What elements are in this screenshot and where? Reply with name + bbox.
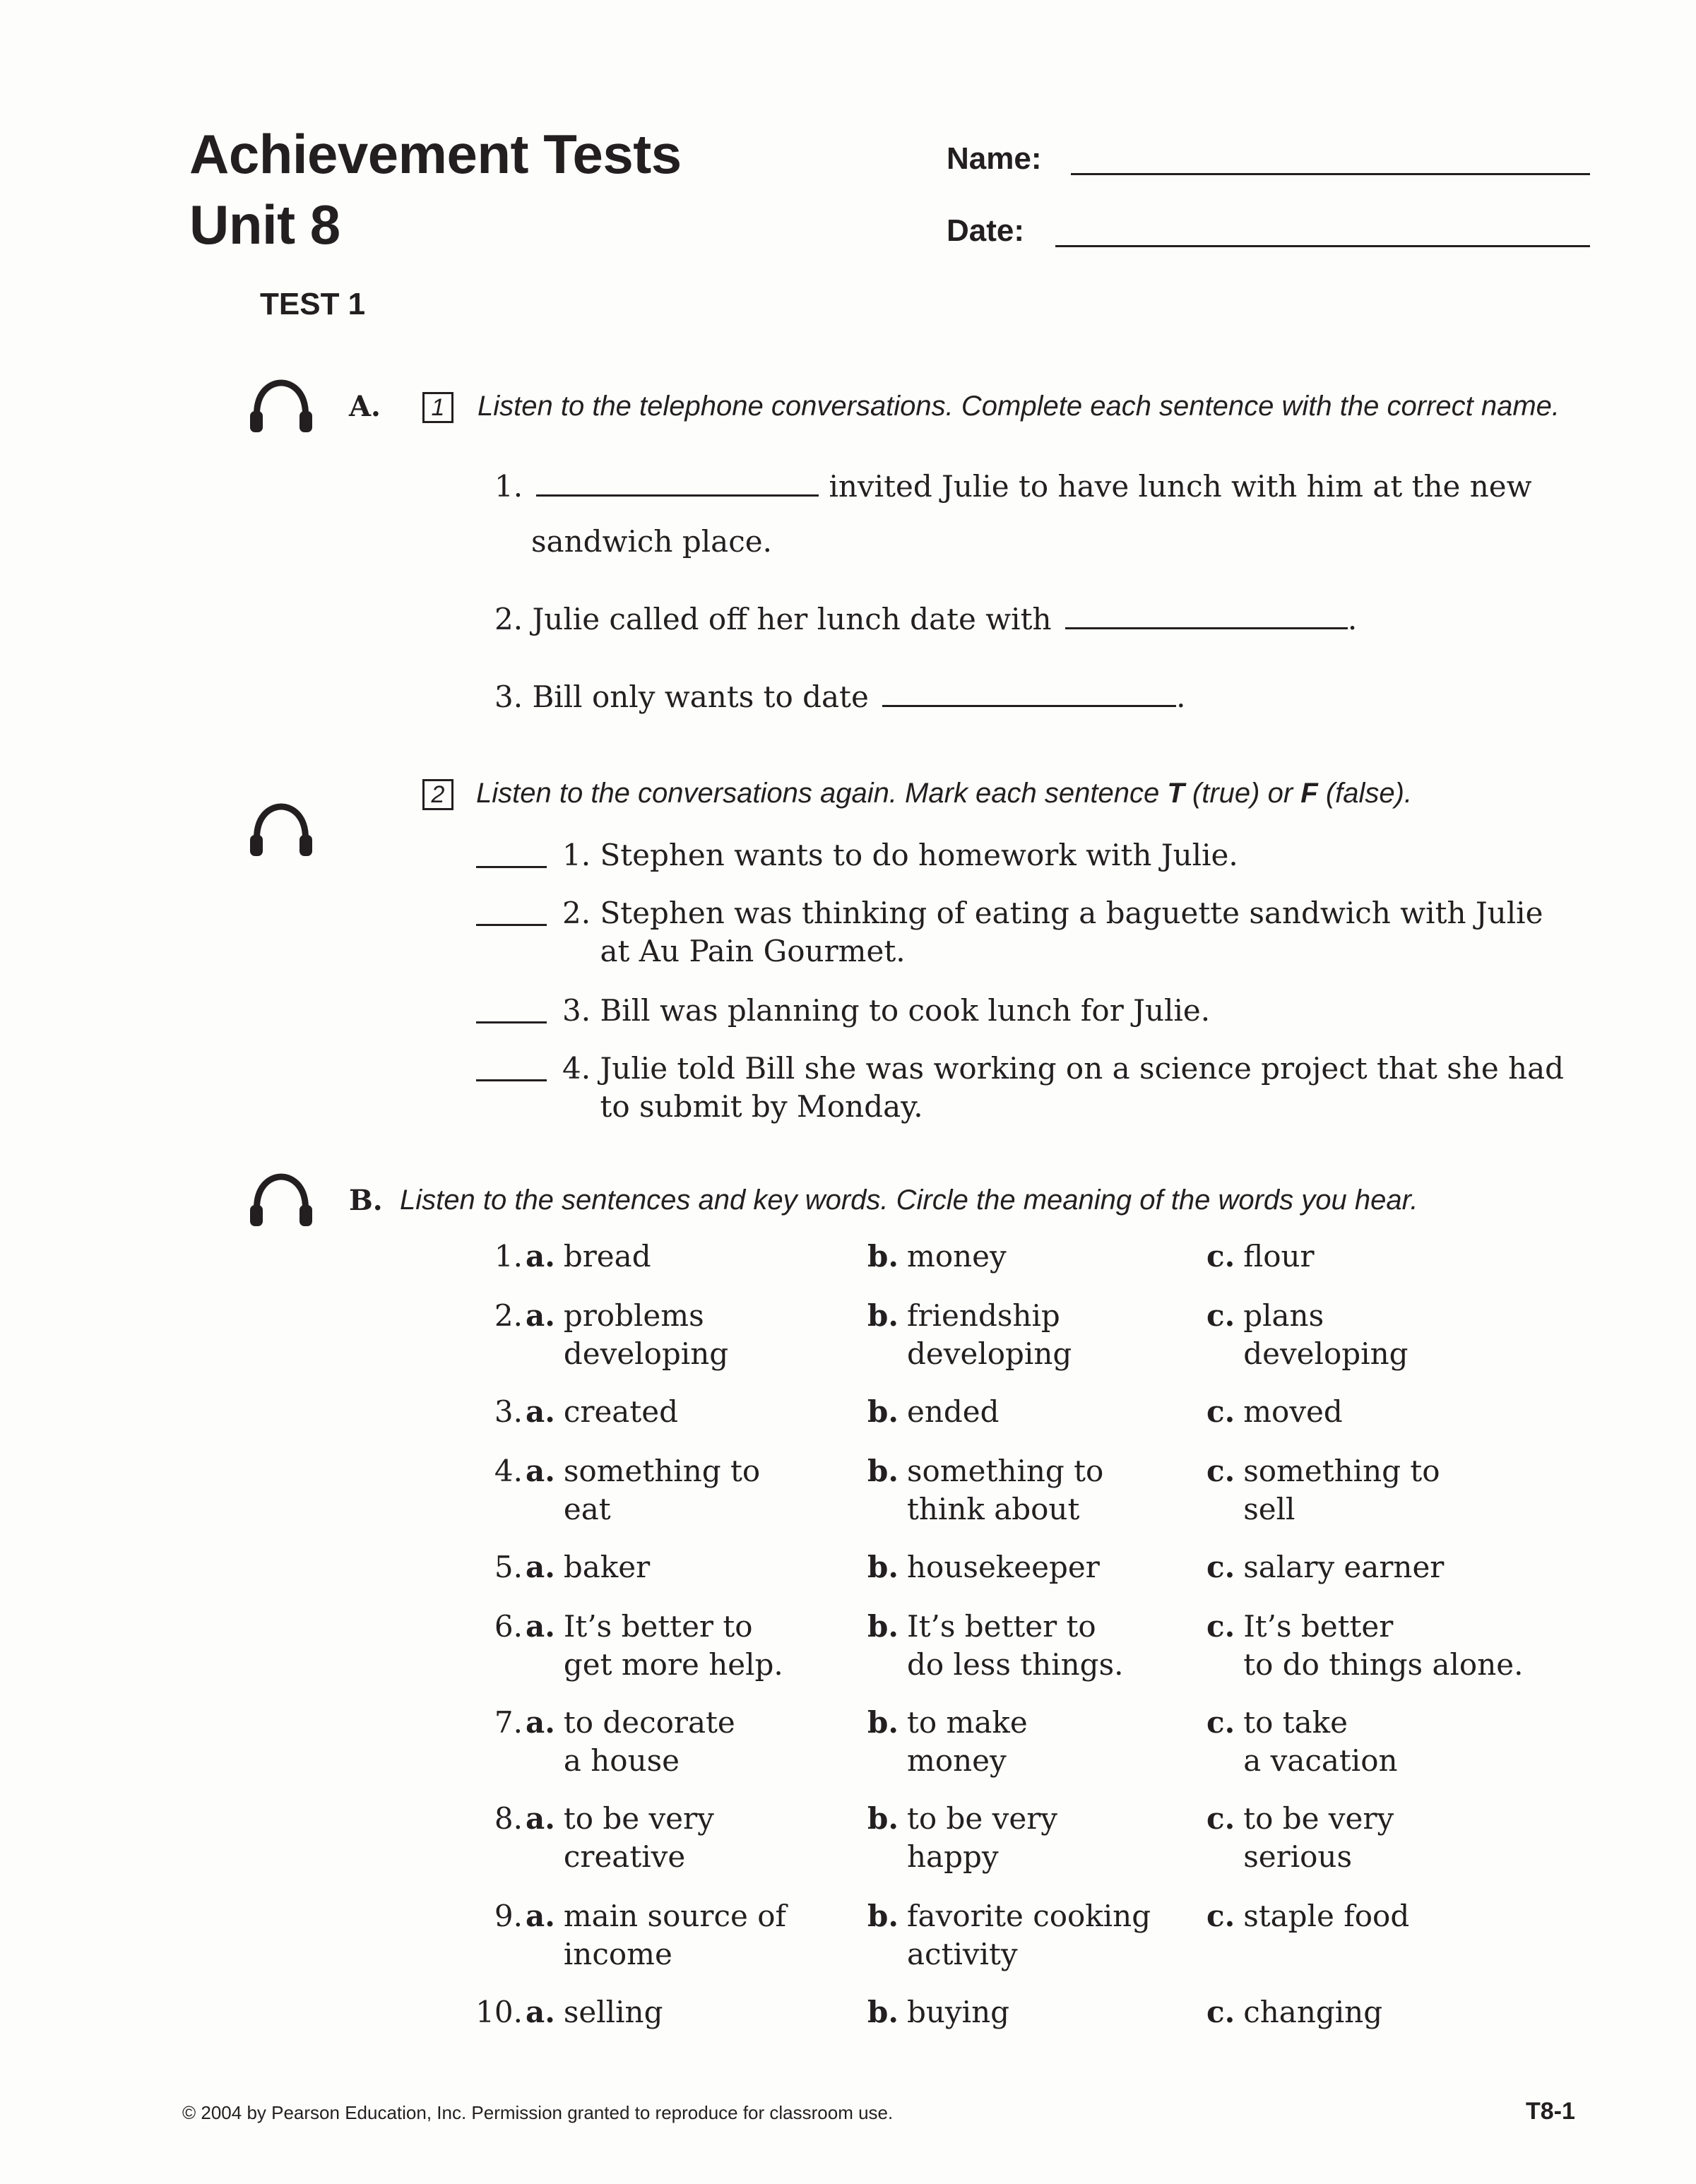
option-a[interactable] xyxy=(526,1548,650,1586)
tf-item-2 xyxy=(562,894,1579,971)
option-text-line: created xyxy=(563,1394,678,1429)
question-number: 7. xyxy=(494,1705,523,1740)
headphones-icon xyxy=(249,802,314,859)
answer-blank[interactable] xyxy=(1065,620,1348,629)
option-text xyxy=(1243,1704,1397,1780)
item-text: Stephen wants to do homework with Julie. xyxy=(600,838,1238,872)
option-c[interactable] xyxy=(1206,1993,1382,2031)
option-letter: c. xyxy=(1206,1899,1235,1933)
date-field[interactable] xyxy=(1055,245,1590,247)
option-letter: c. xyxy=(1206,1609,1235,1644)
part-2-box: 2 xyxy=(422,779,453,810)
option-c[interactable] xyxy=(1206,1452,1440,1529)
option-text-line: It’s better to xyxy=(563,1609,753,1644)
item-number: 4. xyxy=(562,1051,591,1086)
option-b[interactable] xyxy=(867,1452,1103,1529)
tf-answer-blank[interactable] xyxy=(476,924,547,926)
option-b[interactable] xyxy=(867,1897,1151,1974)
option-letter: a. xyxy=(526,1705,555,1740)
part-1-instruction: Listen to the telephone conversations. Complete each sentence with the correct name. xyxy=(478,391,1560,422)
option-text-line: happy xyxy=(907,1839,999,1874)
option-text-line: to be very xyxy=(907,1801,1057,1836)
item-text: Stephen was thinking of eating a baguette sandwich with Julie at Au Pain Gourmet. xyxy=(600,896,1543,968)
item-text: Bill only wants to date xyxy=(532,679,869,714)
item-text: Bill was planning to cook lunch for Julie. xyxy=(600,993,1211,1028)
option-text xyxy=(907,1297,1072,1373)
option-text xyxy=(1243,1297,1408,1373)
option-text xyxy=(1243,1548,1444,1586)
option-text xyxy=(564,1238,651,1276)
option-text xyxy=(907,1548,1100,1586)
section-b-instruction: Listen to the sentences and key words. Circle the meaning of the words you hear. xyxy=(400,1185,1418,1216)
option-text xyxy=(907,1993,1009,2031)
question-number: 4. xyxy=(494,1454,523,1488)
option-text-line: moved xyxy=(1243,1394,1343,1429)
option-letter: b. xyxy=(867,1801,899,1836)
option-text-line: baker xyxy=(563,1550,651,1584)
test-label: TEST 1 xyxy=(260,287,366,321)
question-number: 2. xyxy=(494,1298,523,1333)
option-text-line: a house xyxy=(563,1743,680,1778)
option-text-line: something to xyxy=(1243,1454,1440,1488)
option-b[interactable] xyxy=(867,1238,1007,1276)
option-text-line: get more help. xyxy=(563,1647,783,1682)
option-text xyxy=(564,1297,728,1373)
option-letter: c. xyxy=(1206,1995,1235,2029)
item-number: 2. xyxy=(562,896,591,930)
option-letter: b. xyxy=(867,1239,899,1274)
option-text xyxy=(907,1238,1007,1276)
fill-item-1 xyxy=(494,468,1532,506)
option-letter: b. xyxy=(867,1899,899,1933)
option-b[interactable] xyxy=(867,1608,1123,1684)
option-letter: c. xyxy=(1206,1454,1235,1488)
item-text: invited Julie to have lunch with him at the new xyxy=(829,469,1532,504)
option-a[interactable] xyxy=(526,1897,786,1974)
tf-answer-blank[interactable] xyxy=(476,866,547,868)
item-number: 1. xyxy=(494,469,523,504)
option-c[interactable] xyxy=(1206,1897,1409,1935)
option-text-line: income xyxy=(563,1937,672,1971)
option-letter: a. xyxy=(526,1298,555,1333)
item-number: 2. xyxy=(494,602,523,636)
tf-item-1 xyxy=(562,836,1238,874)
option-letter: c. xyxy=(1206,1705,1235,1740)
option-text-line: a vacation xyxy=(1243,1743,1398,1778)
option-a[interactable] xyxy=(526,1704,735,1780)
question-number: 10. xyxy=(475,1995,523,2029)
page-number: T8-1 xyxy=(1526,2098,1575,2125)
part-2-instruction xyxy=(476,778,1412,809)
item-text: Julie called off her lunch date with xyxy=(532,602,1052,636)
option-text-line: do less things. xyxy=(907,1647,1124,1682)
option-text xyxy=(1243,1800,1394,1876)
option-c[interactable] xyxy=(1206,1548,1444,1586)
option-text-line: developing xyxy=(907,1336,1072,1371)
option-text-line: to make xyxy=(907,1705,1028,1740)
question-number: 1. xyxy=(494,1239,523,1274)
option-letter: a. xyxy=(526,1899,555,1933)
option-letter: b. xyxy=(867,1550,899,1584)
name-field[interactable] xyxy=(1071,173,1590,175)
option-text xyxy=(907,1704,1028,1780)
option-text-line: to decorate xyxy=(563,1705,735,1740)
option-a[interactable] xyxy=(526,1238,651,1276)
option-text xyxy=(1243,1608,1523,1684)
option-a[interactable] xyxy=(526,1452,760,1529)
option-c[interactable] xyxy=(1206,1393,1343,1431)
option-c[interactable] xyxy=(1206,1704,1398,1780)
option-a[interactable] xyxy=(526,1993,663,2031)
item-number: 1. xyxy=(562,838,591,872)
option-text-line: flour xyxy=(1243,1239,1315,1274)
answer-blank[interactable] xyxy=(536,487,819,497)
option-a[interactable] xyxy=(526,1608,783,1684)
option-letter: b. xyxy=(867,1298,899,1333)
option-letter: b. xyxy=(867,1705,899,1740)
option-text-line: It’s better xyxy=(1243,1609,1394,1644)
option-text xyxy=(1243,1897,1409,1935)
option-text-line: to take xyxy=(1243,1705,1348,1740)
option-text-line: to be very xyxy=(1243,1801,1394,1836)
option-text-line: money xyxy=(907,1743,1007,1778)
option-text xyxy=(564,1800,714,1876)
option-b[interactable] xyxy=(867,1704,1028,1780)
option-letter: a. xyxy=(526,1239,555,1274)
option-text xyxy=(907,1897,1151,1974)
option-text-line: friendship xyxy=(907,1298,1060,1333)
answer-blank[interactable] xyxy=(882,698,1176,707)
option-c[interactable] xyxy=(1206,1800,1394,1876)
name-label: Name: xyxy=(947,141,1042,176)
option-text xyxy=(564,1897,786,1974)
question-number: 6. xyxy=(494,1609,523,1644)
fill-item-2 xyxy=(494,600,1357,639)
title-line-1: Achievement Tests xyxy=(189,123,682,185)
option-text-line: selling xyxy=(563,1995,663,2029)
tf-answer-blank[interactable] xyxy=(476,1079,547,1081)
option-text xyxy=(907,1608,1123,1684)
option-text-line: something to xyxy=(907,1454,1104,1488)
option-text-line: developing xyxy=(1243,1336,1409,1371)
option-text-line: think about xyxy=(907,1492,1080,1526)
title-line-2: Unit 8 xyxy=(189,194,340,256)
option-text-line: to do things alone. xyxy=(1243,1647,1524,1682)
option-text-line: It’s better to xyxy=(907,1609,1096,1644)
item-end: . xyxy=(1347,602,1358,636)
option-b[interactable] xyxy=(867,1297,1072,1373)
option-text-line: housekeeper xyxy=(907,1550,1100,1584)
option-c[interactable] xyxy=(1206,1297,1409,1373)
option-letter: b. xyxy=(867,1394,899,1429)
option-text xyxy=(1243,1393,1343,1431)
fill-item-3 xyxy=(494,678,1186,716)
item-end: . xyxy=(1176,679,1186,714)
option-letter: c. xyxy=(1206,1550,1235,1584)
copyright-notice: © 2004 by Pearson Education, Inc. Permission granted to reproduce for classroom use. xyxy=(182,2102,894,2123)
option-text-line: developing xyxy=(563,1336,729,1371)
instruction-text: (true) or xyxy=(1184,778,1301,809)
option-text-line: favorite cooking xyxy=(907,1899,1151,1933)
option-text-line: sell xyxy=(1243,1492,1295,1526)
false-marker: F xyxy=(1300,778,1318,809)
option-text-line: to be very xyxy=(563,1801,714,1836)
option-text-line: something to xyxy=(563,1454,761,1488)
item-number: 3. xyxy=(562,993,591,1028)
page-title xyxy=(189,119,682,260)
tf-item-3 xyxy=(562,992,1210,1030)
option-letter: b. xyxy=(867,1995,899,2029)
option-text xyxy=(564,1993,663,2031)
option-text xyxy=(907,1452,1103,1529)
option-letter: b. xyxy=(867,1454,899,1488)
option-text xyxy=(1243,1993,1382,2031)
option-text-line: activity xyxy=(907,1937,1018,1971)
option-text-line: serious xyxy=(1243,1839,1353,1874)
item-number: 3. xyxy=(494,679,523,714)
option-b[interactable] xyxy=(867,1993,1009,2031)
option-text xyxy=(564,1548,650,1586)
option-c[interactable] xyxy=(1206,1238,1315,1276)
date-label: Date: xyxy=(947,213,1025,248)
question-number: 5. xyxy=(494,1550,523,1584)
section-a-letter: A. xyxy=(349,390,381,423)
option-text xyxy=(907,1800,1057,1876)
option-text-line: problems xyxy=(563,1298,704,1333)
option-b[interactable] xyxy=(867,1800,1057,1876)
option-text-line: ended xyxy=(907,1394,1000,1429)
headphones-icon xyxy=(249,1173,314,1229)
item-text: Julie told Bill she was working on a science project that she had to submit by Monday. xyxy=(600,1051,1565,1124)
option-c[interactable] xyxy=(1206,1608,1523,1684)
option-text-line: plans xyxy=(1243,1298,1324,1333)
option-letter: a. xyxy=(526,1454,555,1488)
option-text-line: creative xyxy=(563,1839,686,1874)
instruction-text: (false). xyxy=(1317,778,1413,809)
option-letter: a. xyxy=(526,1550,555,1584)
option-letter: c. xyxy=(1206,1394,1235,1429)
option-letter: a. xyxy=(526,1609,555,1644)
option-letter: c. xyxy=(1206,1801,1235,1836)
option-letter: a. xyxy=(526,1801,555,1836)
option-a[interactable] xyxy=(526,1393,678,1431)
instruction-text: Listen to the conversations again. Mark each sentence xyxy=(476,778,1168,809)
option-letter: a. xyxy=(526,1394,555,1429)
option-letter: c. xyxy=(1206,1239,1235,1274)
option-text-line: money xyxy=(907,1239,1007,1274)
option-letter: b. xyxy=(867,1609,899,1644)
true-marker: T xyxy=(1167,778,1185,809)
part-1-box: 1 xyxy=(422,392,453,423)
option-text xyxy=(564,1704,735,1780)
section-b-letter: B. xyxy=(349,1184,383,1217)
option-text-line: salary earner xyxy=(1243,1550,1445,1584)
option-text xyxy=(1243,1452,1440,1529)
question-number: 3. xyxy=(494,1394,523,1429)
fill-item-1-continued: sandwich place. xyxy=(531,524,772,559)
option-text xyxy=(1243,1238,1314,1276)
option-text xyxy=(564,1452,760,1529)
option-text-line: staple food xyxy=(1243,1899,1410,1933)
option-text-line: changing xyxy=(1243,1995,1383,2029)
option-letter: c. xyxy=(1206,1298,1235,1333)
question-number: 8. xyxy=(494,1801,523,1836)
option-text-line: eat xyxy=(563,1492,611,1526)
option-text xyxy=(907,1393,1000,1431)
headphones-icon xyxy=(249,379,314,435)
option-text-line: buying xyxy=(907,1995,1010,2029)
option-text-line: main source of xyxy=(563,1899,787,1933)
option-a[interactable] xyxy=(526,1297,728,1373)
option-b[interactable] xyxy=(867,1393,1000,1431)
option-b[interactable] xyxy=(867,1548,1100,1586)
tf-answer-blank[interactable] xyxy=(476,1021,547,1023)
option-text xyxy=(564,1608,783,1684)
option-letter: a. xyxy=(526,1995,555,2029)
question-number: 9. xyxy=(494,1899,523,1933)
option-text xyxy=(564,1393,678,1431)
option-a[interactable] xyxy=(526,1800,714,1876)
tf-item-4 xyxy=(562,1050,1579,1126)
option-text-line: bread xyxy=(563,1239,651,1274)
